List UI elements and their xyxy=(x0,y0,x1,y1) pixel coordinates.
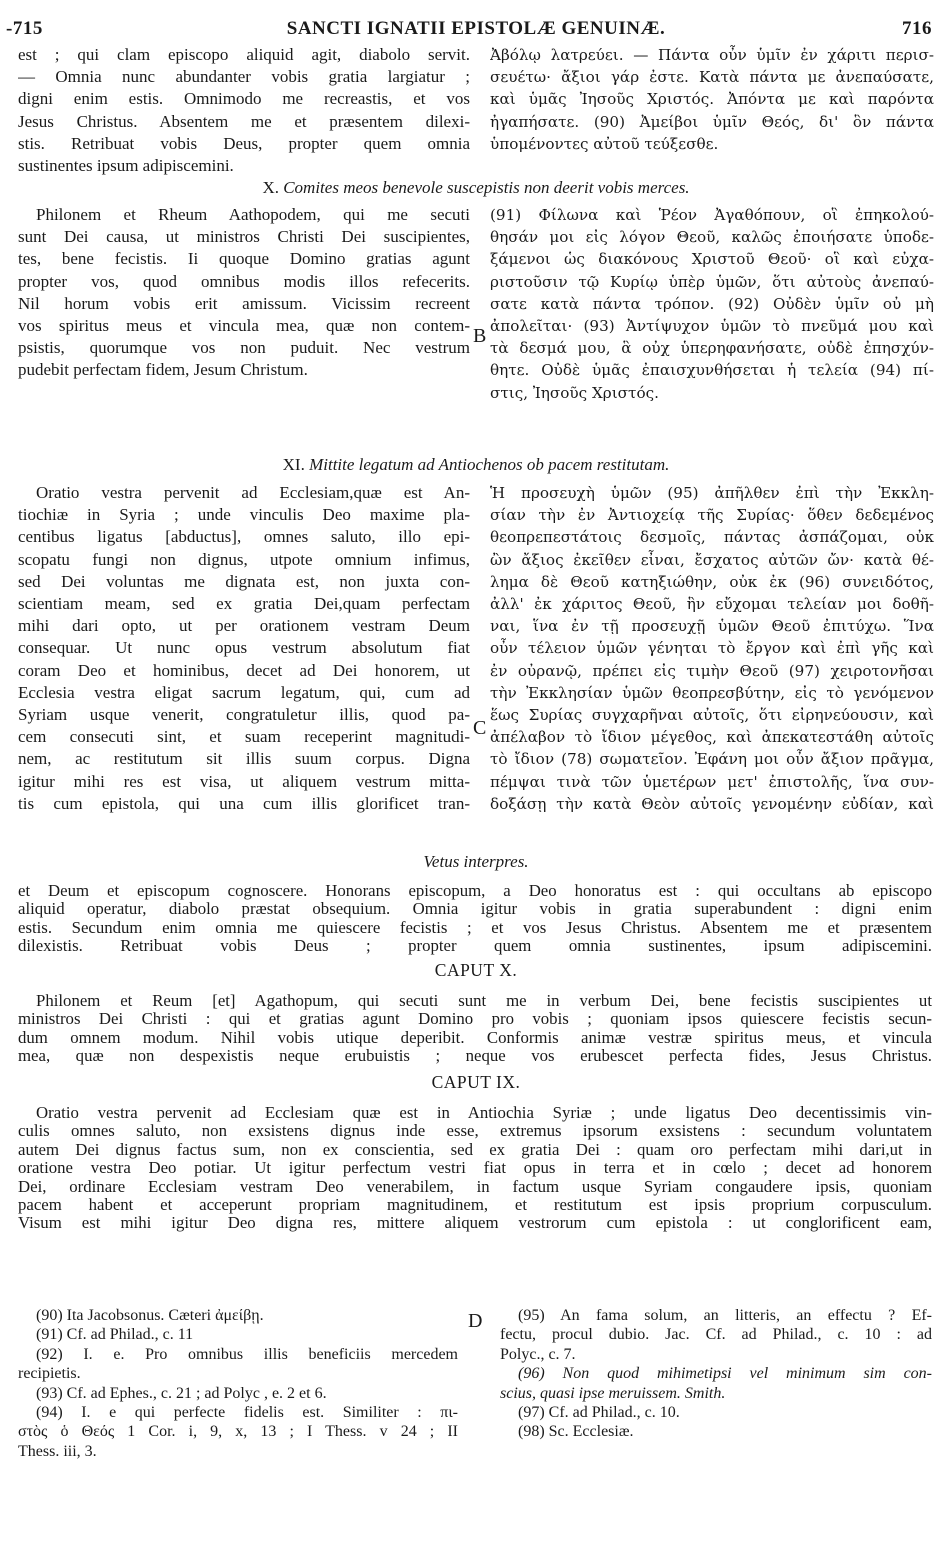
text-line: ξάμενοι ὡς διακόνους Χριστοῦ Θεοῦ· οἳ καὶ εὐχα- xyxy=(490,250,934,269)
text-line: propter vos, quod omnibus modis illos refecerits. xyxy=(18,271,470,291)
text-line: psistis, quorumque vos non puduit. Nec vestrum xyxy=(18,338,470,358)
text-line: et Deum et episcopum cognoscere. Honorans episcopum, a Deo honoratus est : qui occultans ab episcopo xyxy=(18,882,932,900)
text-line: τὸ ἴδιον (78) σωματεῖον. Ἐφάνη μοι οὖν ἄξιον πρᾶγμα, xyxy=(490,750,934,769)
xi-latin-column xyxy=(18,482,470,815)
caput-x-paragraph xyxy=(18,992,932,1066)
text-line: ἀπέλαβον τὸ ἴδιον μέγεθος, καὶ ἀπεκατεστάθη αὐτοῖς xyxy=(490,728,934,747)
text-line: centibus ligatus [abductus], omnes saluto, illo epi- xyxy=(18,527,470,547)
vetus-paragraph xyxy=(18,882,932,956)
text-line: vos spiritus meus et vincula mea, quæ non contem- xyxy=(18,316,470,336)
xi-greek-column xyxy=(490,482,934,815)
running-title: SANCTI IGNATII EPISTOLÆ GENUINÆ. xyxy=(286,18,666,39)
text-line: dilexistis. Retribuat vobis Deus ; propter quem omnia sustinentes, ipsum adipiscemini. xyxy=(18,937,932,956)
section-number: X. xyxy=(262,178,279,197)
text-line: tiochiæ in Syria ; unde vinculis Deo maxime pla- xyxy=(18,505,470,525)
page-number-right: 716 xyxy=(902,18,932,39)
text-line: Nil horum vobis erit amissum. Vicissim recreent xyxy=(18,293,470,313)
text-line: ναι, ἵνα ἐν τῇ προσευχῇ ὑμῶν Θεοῦ ἐπιτύχω. Ἵνα xyxy=(490,617,934,636)
text-line: sed Dei voluntas me dignata est, non juxta con- xyxy=(18,571,470,591)
caput-ix-paragraph xyxy=(18,1104,932,1233)
text-line: scopatu fungi non dignus, utpote omnium infimus, xyxy=(18,549,470,569)
caput-ix-heading: CAPUT IX. xyxy=(431,1072,521,1092)
x-latin-column xyxy=(18,204,470,382)
text-line: ὢν ἄξιος ἐκεῖθεν εἶναι, ἔσχατος αὐτῶν ὤν· κατὰ θέ- xyxy=(490,550,934,569)
text-line: culis omnes saluto, non exsistens dignus inde esse, extremus ipsorum exsistens : secundum voluntatem xyxy=(18,1122,932,1141)
footnote-line: (93) Cf. ad Ephes., c. 21 ; ad Polyc , e. 2 et 6. xyxy=(36,1384,327,1402)
footnote-line: (91) Cf. ad Philad., c. 11 xyxy=(36,1326,194,1344)
text-line: οὖν τέλειον ὑμῶν γένηται τὸ ἔργον καὶ ἐπὶ γῆς καὶ xyxy=(490,639,934,658)
footnotes-right xyxy=(500,1306,932,1442)
footnote-line: (95) An fama solum, an litteris, an effectu ? Ef- xyxy=(518,1307,932,1324)
text-line: Jesus Christus. Absentem me et præsentem dilexi- xyxy=(18,111,470,131)
text-line: Philonem et Reum [et] Agathopum, qui secuti sunt me in verbum Dei, bene fecistis suscipientes ut xyxy=(36,992,932,1010)
text-line: λημα δὲ Θεοῦ κατηξιώθην, οὐκ ἐκ (96) συνειδότος, xyxy=(490,572,934,591)
text-line: scientiam meam, sed ex gratia Dei,quam perfectam xyxy=(18,594,470,614)
footnote-line: fectu, procul dubio. Jac. Cf. ad Philad., c. 10 : ad xyxy=(500,1326,932,1344)
section-heading-x xyxy=(0,178,952,198)
section-heading-xi xyxy=(0,455,952,475)
text-line: (91) Φίλωνα καὶ Ῥέον Ἀγαθόπουν, οἳ ἐπηκολού- xyxy=(490,206,934,224)
text-line: ἕως Συρίας συγχαρῆναι αὐτοῖς, ὅτι εἰρηνεύουσιν, καὶ xyxy=(490,706,934,725)
section-title: Comites meos benevole suscepistis non deerit vobis merces. xyxy=(283,178,690,197)
text-line: ἀπολεῖται· (93) Ἀντίψυχον ὑμῶν τὸ πνεῦμά μου καὶ xyxy=(490,317,934,336)
text-line: digni enim estis. Omnimodo me recreastis, et vos xyxy=(18,89,470,109)
text-line: mea, quæ non despexistis neque erubuistis ; neque vos erubescet perfecta fides, Jesus Christus. xyxy=(18,1047,932,1066)
text-line: σατε κατὰ πάντα τρόπον. (92) Οὐδὲν ὑμῖν οὐ μὴ xyxy=(490,294,934,313)
text-line: καὶ ὑμᾶς Ἰησοῦς Χριστός. Ἀπόντα με καὶ παρόντα xyxy=(490,90,934,109)
footnote-line: (98) Sc. Ecclesiæ. xyxy=(518,1423,634,1441)
text-line: ἀλλ' ἐκ χάριτος Θεοῦ, ἣν εὔχομαι τελείαν μοι δοθῆ- xyxy=(490,595,934,614)
text-line: τὴν Ἐκκλησίαν ὑμῶν θεοπρεσβύτην, εἰς τὸ γενόμενον xyxy=(490,683,934,702)
footnote-line: (92) I. e. Pro omnibus illis beneficiis mercedem xyxy=(36,1345,458,1363)
text-line: ἐν οὐρανῷ, πρέπει εἰς τιμὴν Θεοῦ (97) χειροτονῆσαι xyxy=(490,661,934,680)
footnote-line: στὸς ὁ Θεός 1 Cor. i, 9, x, 13 ; I Thess. v 24 ; II xyxy=(18,1423,458,1441)
margin-letter-b: B xyxy=(473,325,487,347)
text-line: δοξάσῃ τὴν κατὰ Θεὸν αὐτοῖς γενομένην εὐδίαν, καὶ xyxy=(490,794,934,813)
caput-x-heading: CAPUT X. xyxy=(434,960,518,980)
text-line: consequar. Ut nunc opus vestrum absolutum fiat xyxy=(18,638,470,658)
text-line: θεοπρεπεστάτοις δεσμοῖς, πάντας ἀσπάζομαι, οὐκ xyxy=(490,528,934,547)
text-line: Ἀβόλῳ λατρεύει. — Πάντα οὖν ὑμῖν ἐν χάριτι περισ- xyxy=(490,46,934,64)
text-line: Oratio vestra pervenit ad Ecclesiam quæ est in Antiochia Syriæ ; unde ligatus Deo decentissimis vin- xyxy=(36,1104,932,1122)
text-line: igitur mihi res est visa, ut aliquem vestrum mitta- xyxy=(18,771,470,791)
text-line: ἠγαπήσατε. (90) Ἀμείβοι ὑμῖν Θεός, δι' ὃν πάντα xyxy=(490,112,934,131)
text-line: oratione vestra Deo potiar. Ut igitur perfectum vestri fiat opus in terra et in cœlo ; decet ad honorem xyxy=(18,1159,932,1178)
vetus-interpres-label: Vetus interpres. xyxy=(423,852,529,871)
top-latin-column xyxy=(18,44,470,177)
text-line: Ἡ προσευχὴ ὑμῶν (95) ἀπῆλθεν ἐπὶ τὴν Ἐκκλη- xyxy=(490,484,934,502)
text-line: Philonem et Rheum Aathopodem, qui me secuti xyxy=(36,205,470,224)
page-number-left: -715 xyxy=(6,18,43,39)
text-line: πέμψαι τινὰ τῶν ὑμετέρων μετ' ἐπιστολῆς, ἵνα συν- xyxy=(490,772,934,791)
text-line: cem consecuti sint, et suam receperint magnitudi- xyxy=(18,727,470,747)
text-line: ὑπομένοντες αὐτοῦ τεύξεσθε. xyxy=(490,134,719,153)
text-line: mihi dari opto, ut per orationem vestram Deum xyxy=(18,616,470,636)
footnote-line: (97) Cf. ad Philad., c. 10. xyxy=(518,1404,680,1422)
footnote-line: (90) Ita Jacobsonus. Cæteri ἀμείβῃ. xyxy=(36,1307,264,1324)
text-line: stis. Retribuat vobis Deus, propter quem omnia xyxy=(18,133,470,153)
top-greek-column xyxy=(490,44,934,155)
text-line: aliquid operatur, diabolo præstat obsequium. Omnia igitur vobis in gratia superabundent : digni enim xyxy=(18,900,932,919)
text-line: tis cum epistola, qui una cum illis glorificet tran- xyxy=(18,793,470,813)
text-line: estis. Secundum enim omnia me quiescere fecistis ; et vos Jesus Christus. Absentem me et præsentem xyxy=(18,918,932,937)
text-line: pudebit perfectam fidem, Jesum Christum. xyxy=(18,360,308,380)
footnote-line: (94) I. e qui perfecte fidelis est. Similiter : πι- xyxy=(36,1404,458,1422)
text-line: autem Dei dignus factus sum, non ex conscientia, sed ex gratia Dei : quam oro perfectam mihi dari,ut in xyxy=(18,1140,932,1159)
section-number: XI. xyxy=(282,455,305,474)
text-line: ριστοῦσιν τῷ Κυρίῳ ὑπὲρ ὑμῶν, ὅτι αὐτοὺς ἀνεπαύ- xyxy=(490,272,934,291)
footnote-line: scius, quasi ipse meruissem. Smith. xyxy=(500,1384,726,1402)
text-line: Visum est mihi igitur Deo digna res, mittere aliquem vestrorum cum epistola : ut conglorificent eam, xyxy=(18,1214,932,1233)
text-line: tes, bene fecistis. Ii quoque Domino gratias agunt xyxy=(18,249,470,269)
section-title: Mittite legatum ad Antiochenos ob pacem restitutam. xyxy=(309,455,670,474)
text-line: Dei, ordinare Ecclesiam vestram Deo venerabilem, in factum usque Syriam congaudere ipsis, quoniam xyxy=(18,1177,932,1196)
text-line: ministros Dei Christi : qui et gratias agunt Domino pro vobis ; quoniam ipsos quiescere fecistis secun- xyxy=(18,1010,932,1029)
margin-letter-c: C xyxy=(473,717,487,739)
text-line: — Omnia nunc abundanter vobis gratia largiatur ; xyxy=(18,67,470,87)
footnote-line: recipietis. xyxy=(18,1365,81,1383)
footnote-line: Thess. iii, 3. xyxy=(18,1442,97,1460)
text-line: dum omnem modum. Nihil vobis utique deperibit. Conformis animæ vestræ spiritus meus, et vincula xyxy=(18,1028,932,1047)
text-line: nem, ac restitutum sit illis suum corpus. Digna xyxy=(18,749,470,769)
text-line: est ; qui clam episcopo aliquid agit, diabolo servit. xyxy=(18,45,470,64)
text-line: σευέτω· ἄξιοι γάρ ἐστε. Κατὰ πάντα με ἀνεπαύσατε, xyxy=(490,68,934,87)
text-line: θησάν μοι εἰς λόγον Θεοῦ, καλῶς ἐποιήσατε ὑποδε- xyxy=(490,228,934,247)
text-line: Ecclesia vestra eligat sacrum legatum, qui, cum ad xyxy=(18,682,470,702)
text-line: Syriam usque venerit, congratuletur illis, quod pa- xyxy=(18,705,470,725)
footnote-line: Polyc., c. 7. xyxy=(500,1345,576,1363)
footnotes-left xyxy=(18,1306,458,1461)
text-line: στις, Ἰησοῦς Χριστός. xyxy=(490,383,659,402)
text-line: coram Deo et hominibus, decet ad Dei honorem, ut xyxy=(18,660,470,680)
text-line: Oratio vestra pervenit ad Ecclesiam,quæ est An- xyxy=(36,483,470,502)
text-line: σίαν τὴν ἐν Ἀντιοχείᾳ τῆς Συρίας· ὅθεν δεδεμένος xyxy=(490,506,934,525)
text-line: sustinentes ipsum adipiscemini. xyxy=(18,156,234,176)
x-greek-column xyxy=(490,204,934,404)
footnote-line: (96) Non quod mihimetipsi vel minimum sim con- xyxy=(518,1365,932,1383)
text-line: θητε. Οὐδὲ ὑμᾶς ἐπαισχυνθήσεται ἡ τελεία (94) πί- xyxy=(490,361,934,380)
margin-letter-d: D xyxy=(468,1310,483,1332)
text-line: sunt Dei causa, ut ministros Christi Dei suscipientes, xyxy=(18,227,470,247)
text-line: pacem habent et acceperunt propriam magnitudinem, et restitutum est ipsis proprium corpusculum. xyxy=(18,1196,932,1215)
text-line: τὰ δεσμά μου, ἃ οὐχ ὑπερηφανήσατε, οὐδὲ ἐπησχύν- xyxy=(490,339,934,358)
